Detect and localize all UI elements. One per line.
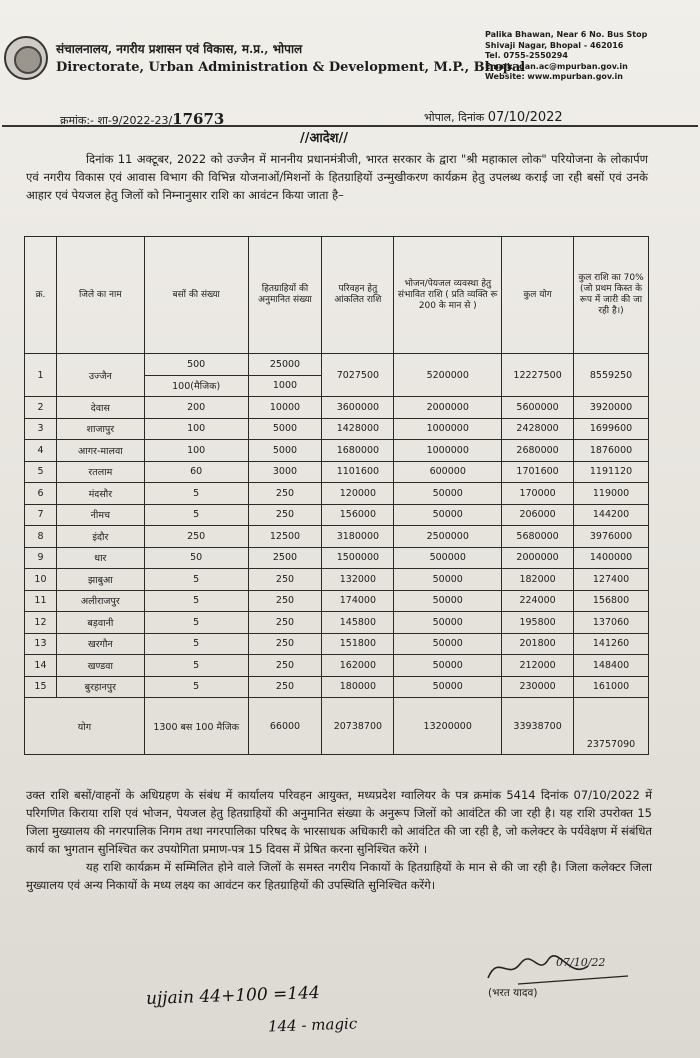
cell-food: 50000 xyxy=(394,633,502,655)
cell-transport: 3180000 xyxy=(322,526,394,548)
col-header-food: भोजन/पेयजल व्यवस्था हेतु संभावित राशि ( प्रति व्यक्ति रू 200 के मान से ) xyxy=(394,237,502,354)
cell-district: खरगौन xyxy=(56,633,144,655)
table-row xyxy=(25,569,649,591)
cell-beneficiaries: 3000 xyxy=(248,461,322,483)
cell-seventy-percent: 141260 xyxy=(574,633,649,655)
cell-serial: 2 xyxy=(25,397,57,419)
cell-food: 500000 xyxy=(394,547,502,569)
col-header-total: कुल योग xyxy=(502,237,574,354)
cell-beneficiaries: 250 xyxy=(248,655,322,677)
cell-buses: 5 xyxy=(144,569,248,591)
cell-buses: 60 xyxy=(144,461,248,483)
handwritten-note-2: 144 - magic xyxy=(267,1014,358,1036)
cell-beneficiaries: 250 xyxy=(248,590,322,612)
cell-buses: 100 xyxy=(144,418,248,440)
cell-beneficiaries: 5000 xyxy=(248,440,322,462)
cell-buses: 5 xyxy=(144,633,248,655)
table-row xyxy=(25,504,649,526)
table-row xyxy=(25,440,649,462)
cell-serial: 4 xyxy=(25,440,57,462)
date-prefix: भोपाल, दिनांक xyxy=(424,111,485,124)
cell-district: अलीराजपुर xyxy=(56,590,144,612)
cell-seventy-percent: 3920000 xyxy=(574,397,649,419)
cell-serial: 3 xyxy=(25,418,57,440)
allocation-table xyxy=(24,236,649,755)
cell-district: देवास xyxy=(56,397,144,419)
cell-buses: 5 xyxy=(144,483,248,505)
cell-food: 50000 xyxy=(394,590,502,612)
cell-district: बड़वानी xyxy=(56,612,144,634)
cell-total: 170000 xyxy=(502,483,574,505)
cell-food: 50000 xyxy=(394,569,502,591)
cell-seventy-percent: 1400000 xyxy=(574,547,649,569)
cell-district: मंदसौर xyxy=(56,483,144,505)
cell-district: खण्डवा xyxy=(56,655,144,677)
signature-date: 07/10/22 xyxy=(556,956,606,969)
cell-transport: 145800 xyxy=(322,612,394,634)
cell-transport: 151800 xyxy=(322,633,394,655)
cell-total: 195800 xyxy=(502,612,574,634)
cell-beneficiaries: 25000 xyxy=(248,354,322,376)
cell-buses: 50 xyxy=(144,547,248,569)
cell-district: रतलाम xyxy=(56,461,144,483)
paragraph-beneficiaries: यह राशि कार्यक्रम में सम्मिलित होने वाले जिलों के समस्त नगरीय निकायों के हितग्राहियों के मान से की जा रही है। जिला कलेक्टर जिला मुख्यालय एवं अन्य निकायों के मध्य लक्ष्य का आवंटन कर हितग्राहियों की उपस्थिति सुनिश्चित करेंगे। xyxy=(26,860,652,892)
table-row xyxy=(25,354,649,376)
cell-food: 600000 xyxy=(394,461,502,483)
cell-serial: 5 xyxy=(25,461,57,483)
emblem-icon xyxy=(4,36,48,80)
cell-serial: 10 xyxy=(25,569,57,591)
org-name-english: Directorate, Urban Administration & Development, M.P., Bhopal xyxy=(56,60,526,75)
cell-total: 2000000 xyxy=(502,547,574,569)
cell-serial: 15 xyxy=(25,676,57,698)
cell-food: 5200000 xyxy=(394,354,502,397)
cell-buses: 5 xyxy=(144,655,248,677)
signature-block xyxy=(478,950,638,1010)
cell-beneficiaries: 250 xyxy=(248,612,322,634)
cell-seventy-percent: 148400 xyxy=(574,655,649,677)
col-header-buses: बसों की संख्या xyxy=(144,237,248,354)
cell-serial: 11 xyxy=(25,590,57,612)
table-total-row xyxy=(25,698,649,755)
paragraph-transport-reference: उक्त राशि बसों/वाहनों के अधिग्रहण के संबंध में कार्यालय परिवहन आयुक्त, मध्यप्रदेश ग्वालियर के पत्र क्रमांक 5414 दिनांक 07/10/2022 में परिगणित किराया राशि एवं भोजन, पेयजल हेतु हितग्राहियों की अनुमानित संख्या के अनुरूप जिलों को आवंटित की जा रही है। यह राशि उपरोक्त 15 जिला मुख्यालय की नगरपालिक निगम तथा नगरपालिका परिषद के भारसाधक अधिकारी को आवंटित की जा रही है, जो कलेक्टर के पर्यवेक्षण में संबंधित कार्य का भुगतान सुनिश्चित कर उपयोगिता प्रमाण-पत्र 15 दिवस में प्रेषित करना सुनिश्चित करेंगे । xyxy=(26,788,652,856)
cell-beneficiaries: 250 xyxy=(248,483,322,505)
cell-seventy-percent: 119000 xyxy=(574,483,649,505)
cell-buses: 250 xyxy=(144,526,248,548)
handwritten-note-1: ujjain 44+100 =144 xyxy=(145,982,321,1010)
closing-text xyxy=(26,786,652,894)
cell-total: 12227500 xyxy=(502,354,574,397)
reference-prefix: क्रमांक:- शा-9/2022-23/ xyxy=(60,114,173,127)
cell-district: आगर-मालवा xyxy=(56,440,144,462)
cell-seventy-percent: 127400 xyxy=(574,569,649,591)
total-label: योग xyxy=(25,698,145,755)
cell-transport: 132000 xyxy=(322,569,394,591)
cell-transport: 1101600 xyxy=(322,461,394,483)
cell-buses: 5 xyxy=(144,590,248,612)
cell-district: नीमच xyxy=(56,504,144,526)
cell-beneficiaries: 250 xyxy=(248,633,322,655)
cell-total: 206000 xyxy=(502,504,574,526)
cell-total: 230000 xyxy=(502,676,574,698)
cell-district: झाबुआ xyxy=(56,569,144,591)
table-row xyxy=(25,547,649,569)
order-title: //आदेश// xyxy=(300,131,349,146)
order-date xyxy=(424,110,563,125)
telephone: Tel. 0755-2550294 xyxy=(485,51,568,60)
cell-transport: 180000 xyxy=(322,676,394,698)
cell-serial: 14 xyxy=(25,655,57,677)
cell-serial: 8 xyxy=(25,526,57,548)
cell-beneficiaries: 250 xyxy=(248,504,322,526)
cell-seventy-percent: 3976000 xyxy=(574,526,649,548)
cell-transport: 7027500 xyxy=(322,354,394,397)
table-row xyxy=(25,397,649,419)
letterhead xyxy=(0,30,700,108)
col-header-transport: परिवहन हेतु आंकलित राशि xyxy=(322,237,394,354)
cell-food: 50000 xyxy=(394,655,502,677)
cell-total: 5600000 xyxy=(502,397,574,419)
cell-seventy-percent: 144200 xyxy=(574,504,649,526)
cell-seventy-percent: 156800 xyxy=(574,590,649,612)
cell-transport: 156000 xyxy=(322,504,394,526)
total-transport: 20738700 xyxy=(322,698,394,755)
cell-total: 2680000 xyxy=(502,440,574,462)
table-row xyxy=(25,676,649,698)
cell-buses: 100 xyxy=(144,440,248,462)
cell-total: 224000 xyxy=(502,590,574,612)
col-header-serial: क्र. xyxy=(25,237,57,354)
cell-buses: 5 xyxy=(144,504,248,526)
cell-serial: 9 xyxy=(25,547,57,569)
table-row xyxy=(25,633,649,655)
reference-number xyxy=(60,110,224,128)
cell-total: 201800 xyxy=(502,633,574,655)
cell-buses: 100(मैजिक) xyxy=(144,375,248,397)
intro-paragraph: दिनांक 11 अक्टूबर, 2022 को उज्जैन में माननीय प्रधानमंत्रीजी, भारत सरकार के द्वारा "श्री महाकाल लोक" परियोजना के लोकार्पण एवं नगरीय विकास एवं आवास विभाग की विभिन्न योजनाओं/मिशनों के हितग्राहियों उन्मुखीकरण कार्यक्रम हेतु उपलब्ध कराई जा रही बसों एवं उनके आहार एवं पेयजल हेतु जिलों को निम्नानुसार राशि का आवंटन किया जाता है– xyxy=(26,152,648,202)
cell-serial: 6 xyxy=(25,483,57,505)
cell-beneficiaries: 1000 xyxy=(248,375,322,397)
date-value: 07/10/2022 xyxy=(487,110,563,125)
cell-beneficiaries: 250 xyxy=(248,569,322,591)
cell-total: 212000 xyxy=(502,655,574,677)
cell-beneficiaries: 250 xyxy=(248,676,322,698)
table-header-row xyxy=(25,237,649,354)
cell-serial: 12 xyxy=(25,612,57,634)
cell-beneficiaries: 2500 xyxy=(248,547,322,569)
cell-seventy-percent: 1191120 xyxy=(574,461,649,483)
address-line-1: Palika Bhawan, Near 6 No. Bus Stop xyxy=(485,30,648,39)
col-header-beneficiaries: हितग्राहियों की अनुमानित संख्या xyxy=(248,237,322,354)
table-row xyxy=(25,526,649,548)
cell-total: 1701600 xyxy=(502,461,574,483)
table-row xyxy=(25,590,649,612)
total-food: 13200000 xyxy=(394,698,502,755)
cell-total: 182000 xyxy=(502,569,574,591)
total-sum: 33938700 xyxy=(502,698,574,755)
cell-food: 50000 xyxy=(394,504,502,526)
website: Website: www.mpurban.gov.in xyxy=(485,72,623,81)
cell-district: धार xyxy=(56,547,144,569)
table-row xyxy=(25,612,649,634)
cell-food: 2500000 xyxy=(394,526,502,548)
cell-food: 1000000 xyxy=(394,440,502,462)
cell-food: 50000 xyxy=(394,676,502,698)
org-name-hindi: संचालनालय, नगरीय प्रशासन एवं विकास, म.प्र., भोपाल xyxy=(56,42,303,56)
cell-transport: 174000 xyxy=(322,590,394,612)
cell-transport: 3600000 xyxy=(322,397,394,419)
cell-beneficiaries: 5000 xyxy=(248,418,322,440)
col-header-district: जिले का नाम xyxy=(56,237,144,354)
table-row xyxy=(25,418,649,440)
cell-seventy-percent: 1699600 xyxy=(574,418,649,440)
cell-district: बुरहानपुर xyxy=(56,676,144,698)
cell-serial: 13 xyxy=(25,633,57,655)
total-seventy-percent: 23757090 xyxy=(574,698,649,755)
cell-food: 50000 xyxy=(394,612,502,634)
cell-district: इंदौर xyxy=(56,526,144,548)
cell-beneficiaries: 12500 xyxy=(248,526,322,548)
cell-seventy-percent: 161000 xyxy=(574,676,649,698)
cell-food: 50000 xyxy=(394,483,502,505)
cell-total: 5680000 xyxy=(502,526,574,548)
cell-transport: 1428000 xyxy=(322,418,394,440)
cell-transport: 162000 xyxy=(322,655,394,677)
cell-serial: 7 xyxy=(25,504,57,526)
cell-serial: 1 xyxy=(25,354,57,397)
cell-total: 2428000 xyxy=(502,418,574,440)
cell-food: 2000000 xyxy=(394,397,502,419)
table-row xyxy=(25,483,649,505)
contact-block xyxy=(485,30,647,83)
cell-seventy-percent: 137060 xyxy=(574,612,649,634)
cell-buses: 500 xyxy=(144,354,248,376)
table-row xyxy=(25,655,649,677)
cell-seventy-percent: 8559250 xyxy=(574,354,649,397)
col-header-seventy-percent: कुल राशि का 70% (जो प्रथम किस्त के रूप में जारी की जा रही है।) xyxy=(574,237,649,354)
email: Email:- gan.ac@mpurban.gov.in xyxy=(485,61,628,71)
cell-district: उज्जैन xyxy=(56,354,144,397)
address-line-2: Shivaji Nagar, Bhopal - 462016 xyxy=(485,40,624,50)
cell-transport: 1680000 xyxy=(322,440,394,462)
cell-food: 1000000 xyxy=(394,418,502,440)
cell-buses: 200 xyxy=(144,397,248,419)
cell-beneficiaries: 10000 xyxy=(248,397,322,419)
cell-transport: 1500000 xyxy=(322,547,394,569)
cell-transport: 120000 xyxy=(322,483,394,505)
total-beneficiaries: 66000 xyxy=(248,698,322,755)
cell-seventy-percent: 1876000 xyxy=(574,440,649,462)
cell-district: शाजापुर xyxy=(56,418,144,440)
reference-handwritten-number: 17673 xyxy=(172,110,225,128)
cell-buses: 5 xyxy=(144,612,248,634)
signatory-name: (भरत यादव) xyxy=(488,987,538,999)
total-buses: 1300 बस 100 मैजिक xyxy=(144,698,248,755)
cell-buses: 5 xyxy=(144,676,248,698)
table-row xyxy=(25,461,649,483)
